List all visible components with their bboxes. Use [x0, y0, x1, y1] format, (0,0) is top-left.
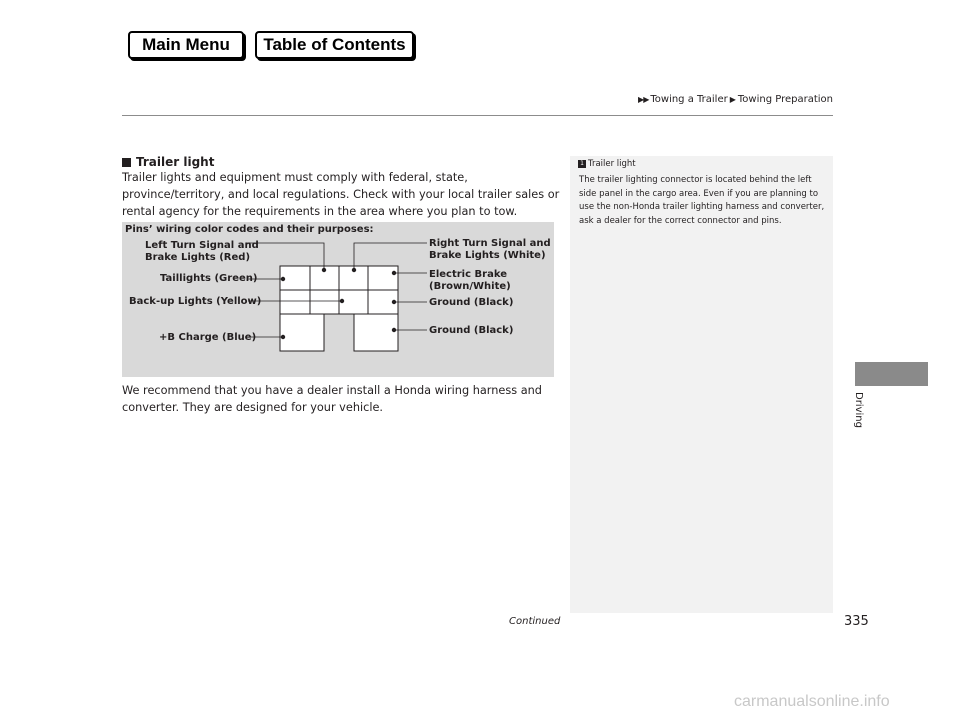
label-right-turn-line2: Brake Lights (White) [429, 250, 546, 261]
label-b-charge: +B Charge (Blue) [159, 332, 257, 343]
recommendation-paragraph: We recommend that you have a dealer install a Honda wiring harness and converter. They are designed for your vehicle. [122, 384, 542, 414]
label-ground-lower: Ground (Black) [429, 325, 514, 336]
connector-lower-left-block [280, 314, 324, 351]
label-taillights: Taillights (Green) [160, 273, 258, 284]
pin-left-turn [322, 268, 326, 272]
sidenote-panel [570, 156, 833, 613]
breadcrumb [638, 94, 833, 105]
label-left-turn-line2: Brake Lights (Red) [145, 252, 251, 263]
pin-electric-brake [392, 271, 396, 275]
breadcrumb-section[interactable]: Towing a Trailer [650, 94, 728, 105]
diagram-title: Pins’ wiring color codes and their purposes: [125, 224, 374, 235]
breadcrumb-page[interactable]: Towing Preparation [737, 94, 833, 105]
connector-diagram [122, 222, 554, 377]
label-backup-lights: Back-up Lights (Yellow) [129, 296, 262, 307]
pin-b-charge [281, 335, 285, 339]
label-electric-brake-line2: (Brown/White) [429, 281, 511, 292]
sidenote-title-text: Trailer light [588, 159, 636, 169]
pin-ground-upper [392, 300, 396, 304]
pin-ground-lower [392, 328, 396, 332]
square-bullet-icon [122, 158, 131, 167]
arrow-icon: ▶ [729, 95, 736, 104]
header-divider [122, 115, 833, 116]
pin-right-turn [352, 268, 356, 272]
watermark: carmanualsonline.info [734, 693, 890, 710]
sidenote-title[interactable] [578, 159, 636, 169]
label-right-turn-line1: Right Turn Signal and [429, 238, 551, 249]
pin-taillights [281, 277, 285, 281]
table-of-contents-button[interactable]: Table of Contents [255, 31, 414, 59]
double-arrow-icon: ▶▶ [638, 95, 649, 104]
continued-label: Continued [509, 616, 561, 627]
section-heading-text: Trailer light [136, 155, 215, 169]
label-left-turn-line1: Left Turn Signal and [145, 240, 259, 251]
intro-paragraph: Trailer lights and equipment must comply with federal, state, province/territory, and local regulations. Check with your local trailer sales or rental agency for the requirements in the area where you plan to tow. [122, 171, 560, 218]
connector-lower-right-block [354, 314, 398, 351]
page-number: 335 [844, 614, 869, 629]
section-heading [122, 155, 214, 169]
chapter-label [850, 392, 870, 432]
sidenote-text: The trailer lighting connector is located behind the left side panel in the cargo area. Even if you are planning to use the non-Honda trailer lighting harness and converter, ask a dealer for the correct connector and pins. [579, 175, 825, 226]
chapter-label-text: Driving [853, 392, 864, 428]
reference-icon: 1 [578, 160, 586, 168]
chapter-tab[interactable] [855, 362, 928, 386]
label-ground-upper: Ground (Black) [429, 297, 514, 308]
pin-backup [340, 299, 344, 303]
main-menu-button[interactable]: Main Menu [128, 31, 244, 59]
label-electric-brake-line1: Electric Brake [429, 269, 507, 280]
